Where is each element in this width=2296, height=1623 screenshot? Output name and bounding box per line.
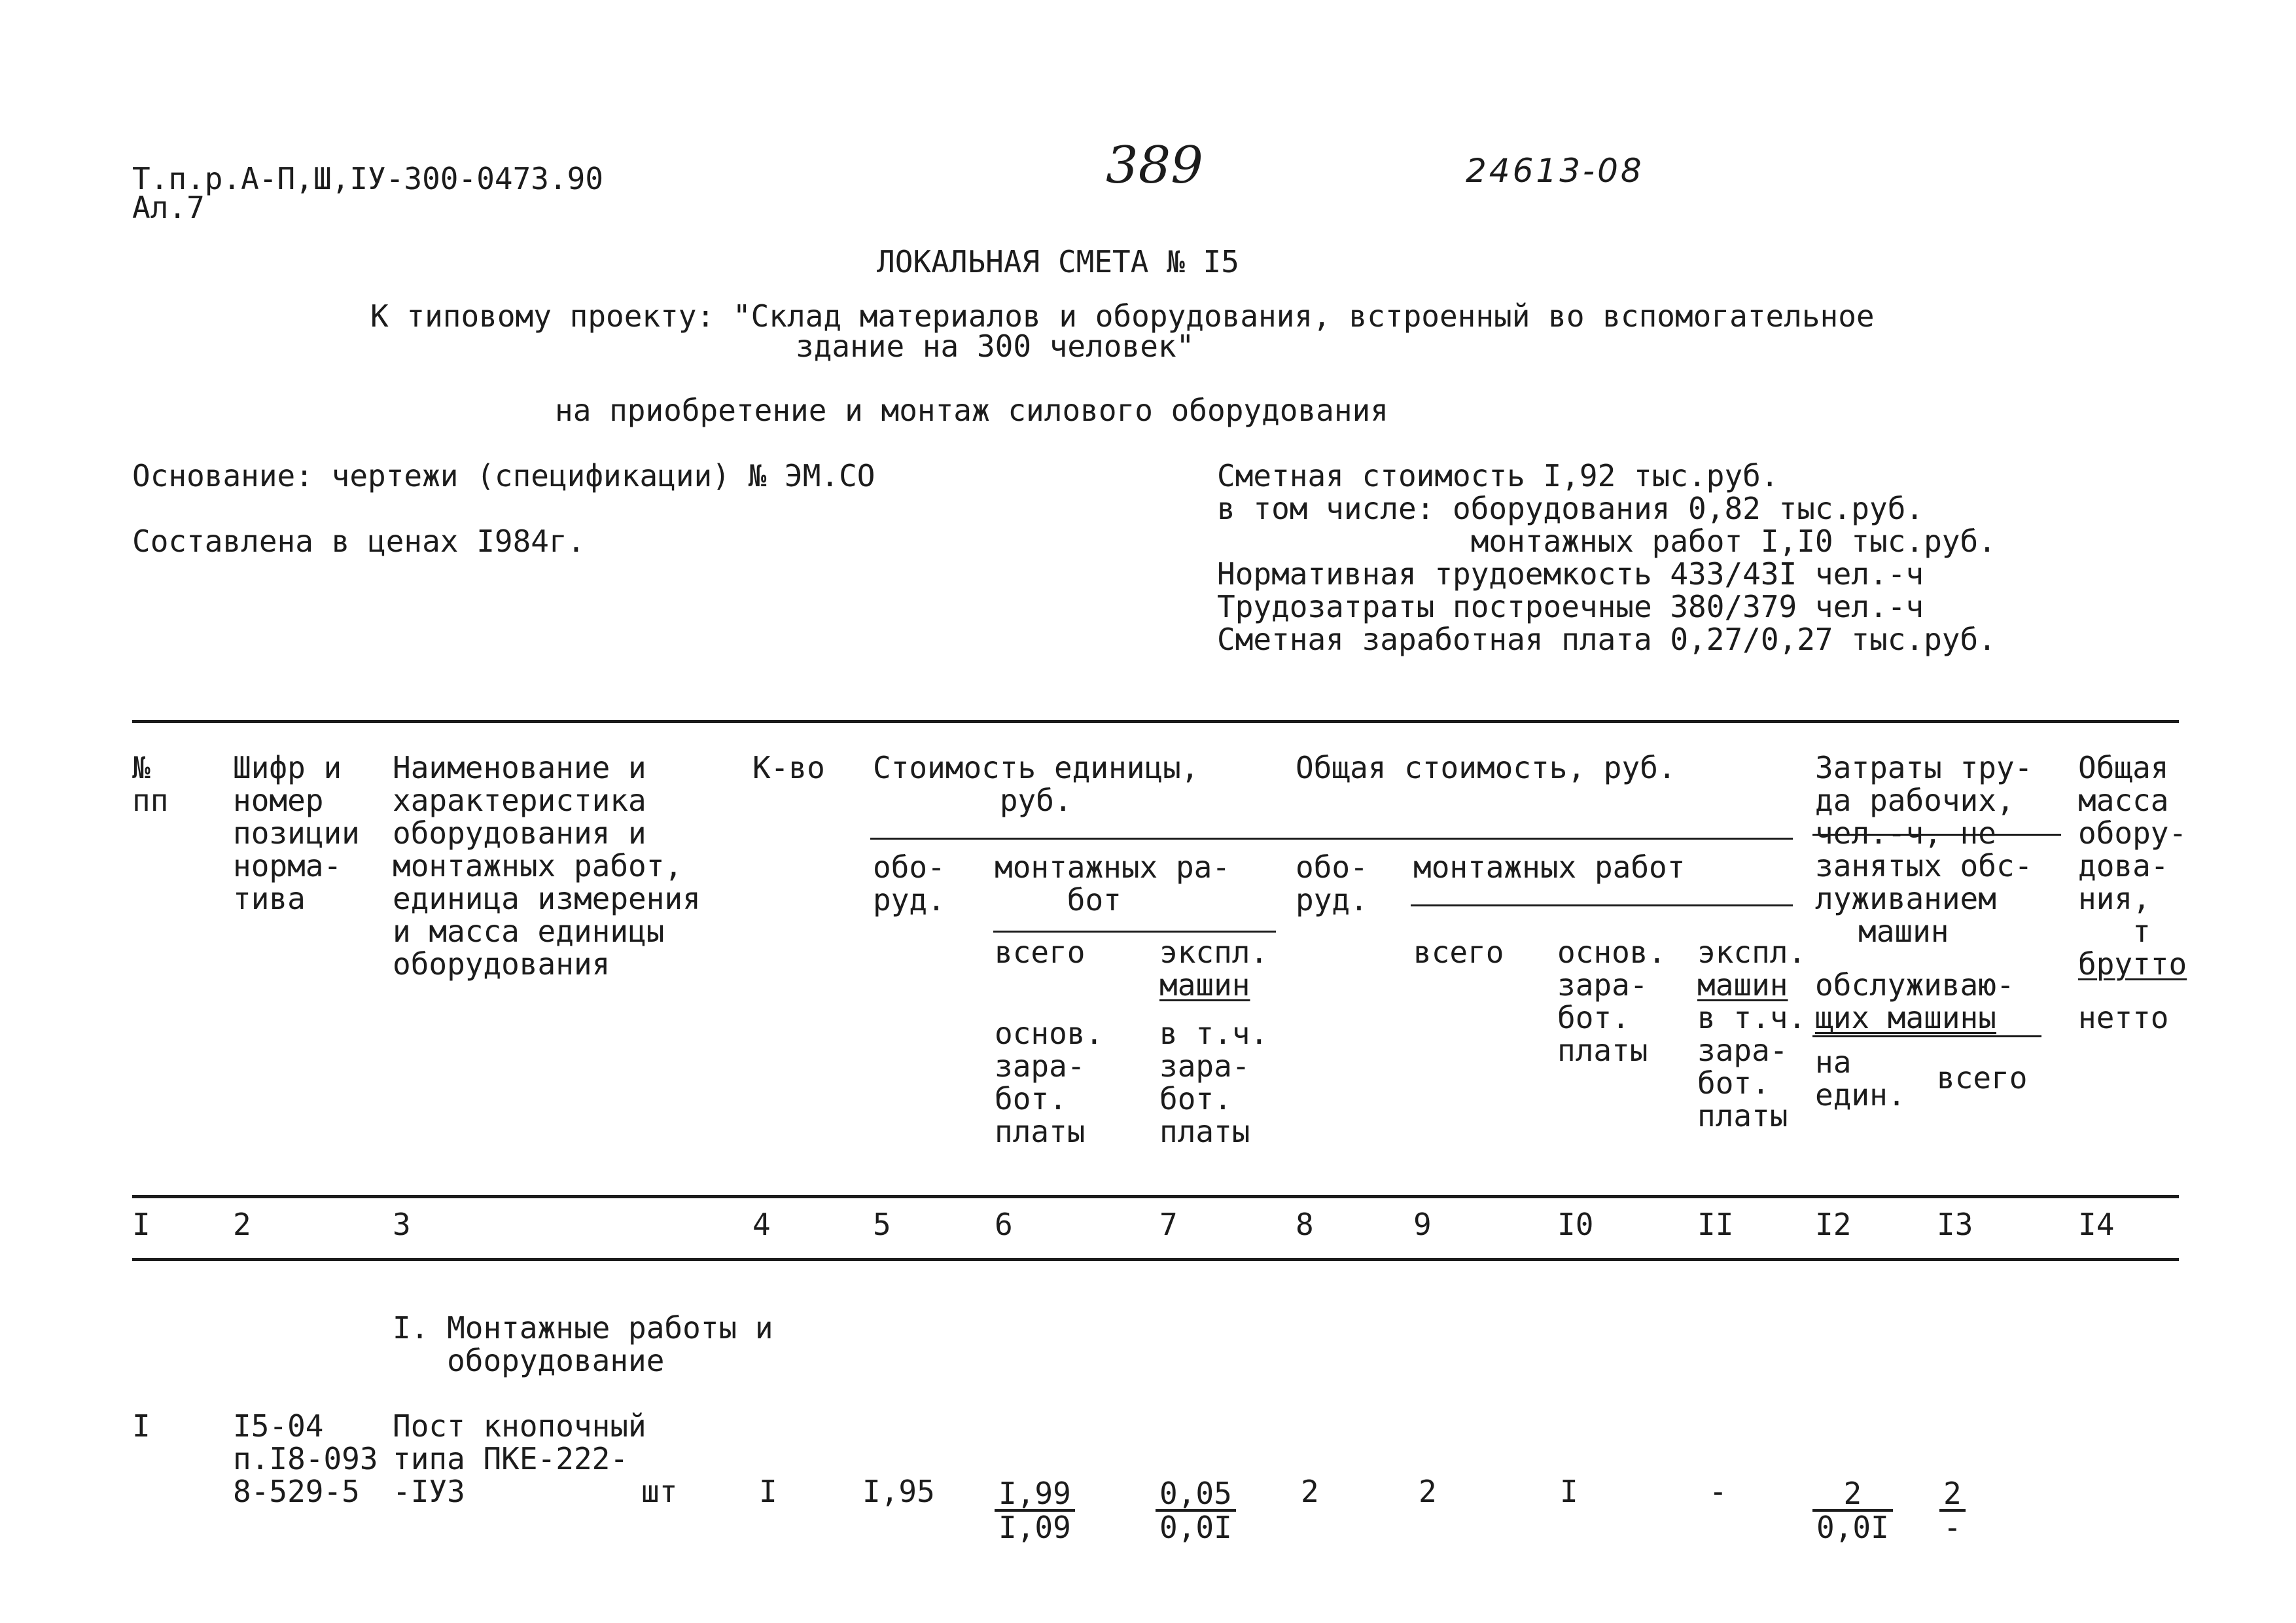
row-machines-unit: 0,05 xyxy=(1156,1478,1236,1512)
column-number: I4 xyxy=(2078,1207,2115,1242)
row-unit: шт xyxy=(641,1474,678,1509)
row-mount-unit-fraction xyxy=(995,1478,1075,1543)
header-col-10: основ. зара- бот. платы xyxy=(1557,935,1667,1068)
header-col-8: обо- руд. xyxy=(1296,849,1368,918)
header-col-12: на един. xyxy=(1815,1044,1906,1113)
row-quantity: I xyxy=(759,1474,777,1509)
cost-summary xyxy=(1217,459,1996,656)
row-total-equip: 2 xyxy=(1301,1474,1319,1509)
row-machines-unit-wage: 0,0I xyxy=(1159,1510,1232,1545)
row-labor-unit-machines: 0,0I xyxy=(1816,1510,1889,1545)
header-col-6-bottom: основ. зара- бот. платы xyxy=(995,1016,1104,1149)
row-labor-unit: 2 xyxy=(1812,1478,1893,1512)
column-number: 6 xyxy=(995,1207,1013,1242)
document-reference: Т.п.р.А-П,Ш,IУ-300-0473.90 xyxy=(132,161,604,196)
row-labor-total: 2 xyxy=(1939,1478,1966,1512)
column-number: 3 xyxy=(393,1207,411,1242)
header-col-14-gross: брутто xyxy=(2078,946,2187,982)
column-number: 7 xyxy=(1159,1207,1178,1242)
header-total-cost-group: Общая стоимость, руб. xyxy=(1296,750,1676,785)
column-number: I3 xyxy=(1937,1207,1973,1242)
column-number: 9 xyxy=(1413,1207,1432,1242)
header-col-3: Наименование и характеристика оборудования и монтажных работ, единица измерения и масса единицы оборудования xyxy=(393,750,701,982)
header-col-14: Общая масса обору- дова- ния, т xyxy=(2078,750,2187,949)
header-col-5: обо- руд. xyxy=(873,849,945,918)
header-labor-group: Затраты тру- да рабочих, чел.-ч, не занятых обс- луживанием xyxy=(1815,750,2033,916)
summary-line: Сметная стоимость I,92 тыс.руб. xyxy=(1217,458,1779,493)
header-unit-cost-group: Стоимость единицы, руб. xyxy=(873,750,1199,818)
summary-line: Трудозатраты построечные 380/379 чел.-ч xyxy=(1217,589,1924,624)
column-numbers-rule xyxy=(132,1258,2179,1261)
section-title: I. Монтажные работы и оборудование xyxy=(393,1310,773,1378)
header-labor-serving-2: щих машины xyxy=(1815,1000,1996,1035)
header-bottom-rule xyxy=(132,1195,2179,1198)
column-number: 2 xyxy=(233,1207,251,1242)
row-labor-unit-fraction xyxy=(1812,1478,1893,1543)
header-col-7-machines: машин xyxy=(1159,967,1250,1003)
header-col-9: всего xyxy=(1413,935,1504,970)
subtitle-line-1: К типовому проекту: "Склад материалов и оборудования, встроенный во вспомогательное xyxy=(370,298,1875,334)
row-labor-total-machines: - xyxy=(1943,1510,1962,1545)
column-number: I2 xyxy=(1815,1207,1852,1242)
column-number: 4 xyxy=(752,1207,771,1242)
row-equip-unit-cost: I,95 xyxy=(862,1474,935,1509)
column-number: I xyxy=(132,1207,150,1242)
row-total-machines: - xyxy=(1709,1474,1727,1509)
header-col-2: Шифр и номер позиции норма- тива xyxy=(233,750,360,916)
column-number: 5 xyxy=(873,1207,891,1242)
row-labor-total-fraction xyxy=(1939,1478,1966,1543)
header-labor-machines: машин xyxy=(1858,914,1949,949)
header-col-11-bottom: в т.ч. зара- бот. платы xyxy=(1697,1000,1807,1133)
row-name: Пост кнопочный типа ПКЕ-222- -IУ3 xyxy=(393,1408,646,1509)
row-machines-unit-fraction xyxy=(1156,1478,1236,1543)
header-col-11-machines: машин xyxy=(1697,967,1788,1003)
basis-line: Основание: чертежи (спецификации) № ЭМ.СО xyxy=(132,458,875,493)
header-col-7-bottom: в т.ч. зара- бот. платы xyxy=(1159,1016,1269,1149)
column-number: II xyxy=(1697,1207,1734,1242)
row-number: I xyxy=(132,1408,150,1444)
header-col-6-top: всего xyxy=(995,935,1086,970)
unit-mount-rule xyxy=(993,931,1276,933)
header-col-14-net: нетто xyxy=(2078,1000,2169,1035)
header-col-1: № пп xyxy=(132,750,169,818)
subtitle-line-2: здание на 300 человек" xyxy=(796,329,1195,364)
header-labor-serving: обслуживаю- xyxy=(1815,967,2015,1003)
header-col-11-top: экспл. xyxy=(1697,935,1807,970)
row-total-wage: I xyxy=(1560,1474,1578,1509)
table-top-rule xyxy=(132,720,2179,723)
header-col-7-top: экспл. xyxy=(1159,935,1269,970)
summary-line: Сметная заработная плата 0,27/0,27 тыс.руб. xyxy=(1217,622,1996,657)
cost-group-rule xyxy=(870,838,1793,840)
column-number: I0 xyxy=(1557,1207,1594,1242)
row-total-mount: 2 xyxy=(1419,1474,1437,1509)
header-unit-mount-group: монтажных ра- бот xyxy=(995,849,1231,918)
header-total-mount-group: монтажных работ xyxy=(1413,849,1686,885)
header-col-13: всего xyxy=(1937,1060,2028,1096)
labor-mach-rule xyxy=(1812,1035,2041,1037)
album-number: Ал.7 xyxy=(132,190,205,225)
row-code: I5-04 п.I8-093 8-529-5 xyxy=(233,1408,378,1509)
summary-line: Нормативная трудоемкость 433/43I чел.-ч xyxy=(1217,556,1924,592)
summary-line: монтажных работ I,I0 тыс.руб. xyxy=(1217,524,1996,559)
inventory-stamp: 24613-08 xyxy=(1466,152,1644,190)
prices-year-line: Составлена в ценах I984г. xyxy=(132,524,586,559)
header-col-4: К-во xyxy=(752,750,825,785)
mount-works-rule xyxy=(1411,904,1793,906)
purpose-line: на приобретение и монтаж силового оборудования xyxy=(555,393,1388,428)
row-mount-unit-wage: I,09 xyxy=(998,1510,1071,1545)
document-title: ЛОКАЛЬНАЯ СМЕТА № I5 xyxy=(877,244,1239,279)
page-number: 389 xyxy=(1106,136,1203,195)
summary-line: в том числе: оборудования 0,82 тыс.руб. xyxy=(1217,491,1924,526)
column-number: 8 xyxy=(1296,1207,1314,1242)
row-mount-unit-total: I,99 xyxy=(995,1478,1075,1512)
